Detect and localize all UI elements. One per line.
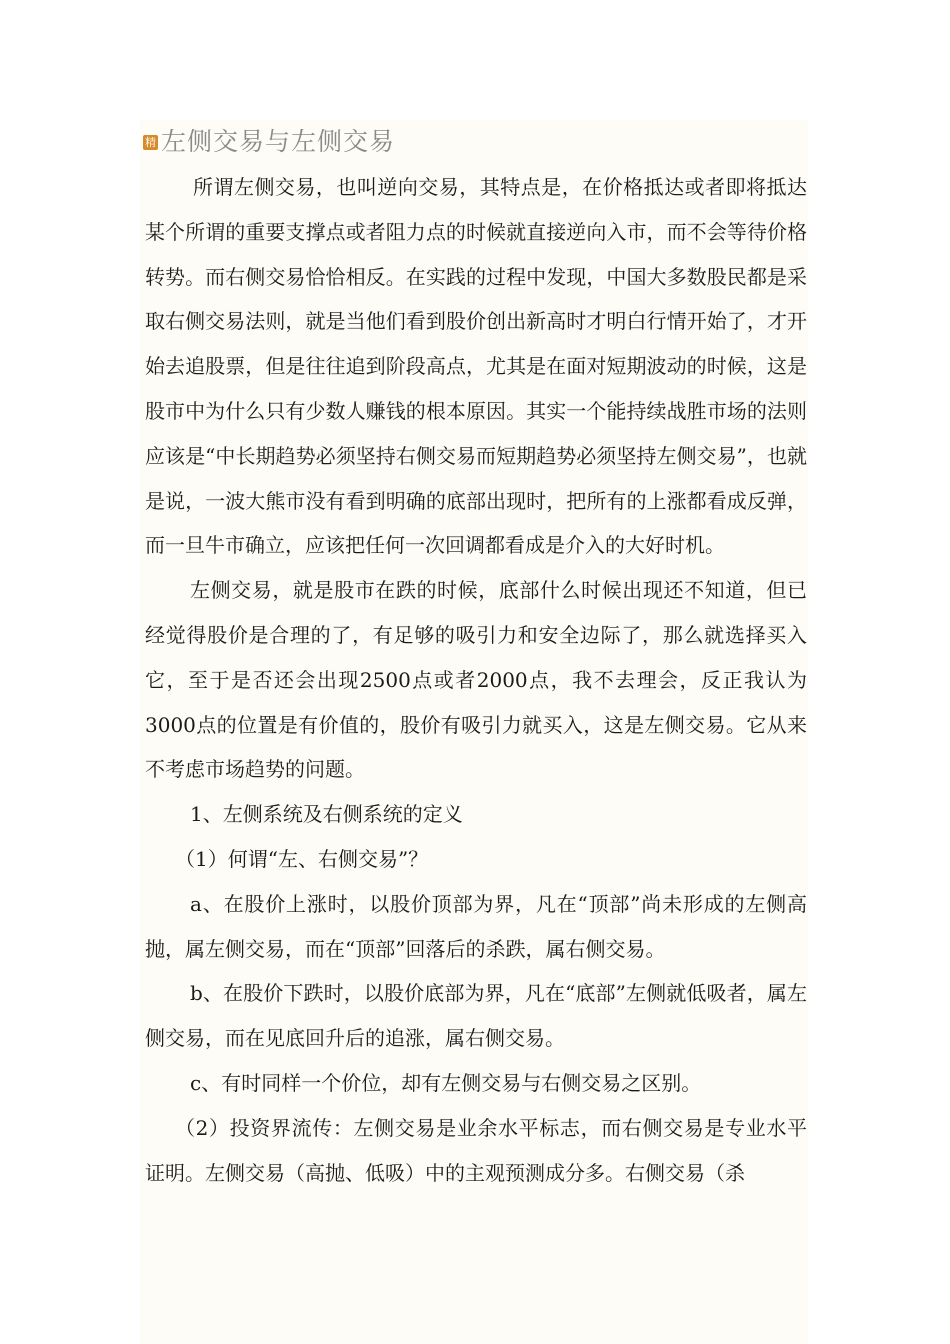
title-row	[143, 120, 395, 160]
paragraph-intro: 所谓左侧交易，也叫逆向交易，其特点是，在价格抵达或者即将抵达某个所谓的重要支撑点或者阻力点的时候就直接逆向入市，而不会等待价格转势。而右侧交易恰恰相反。在实践的过程中发现，中国大多数股民都是采取右侧交易法则，就是当他们看到股价创出新高时才明白行情开始了，才开始去追股票，但是往往追到阶段高点，尤其是在面对短期波动的时候，这是股市中为什么只有少数人赚钱的根本原因。其实一个能持续战胜市场的法则应该是“中长期趋势必须坚持右侧交易而短期趋势必须坚持左侧交易”，也就是说，一波大熊市没有看到明确的底部出现时，把所有的上涨都看成反弹，而一旦牛市确立，应该把任何一次回调都看成是介入的大好时机。	[145, 175, 807, 558]
list-item-b: b、在股价下跌时，以股价底部为界，凡在“底部”左侧就低吸者，属左侧交易，而在见底回升后的追涨，属右侧交易。	[145, 981, 807, 1051]
subsection-heading-2: （2）投资界流传：左侧交易是业余水平标志，而右侧交易是专业水平证明。左侧交易（高抛、低吸）中的主观预测成分多。右侧交易（杀	[145, 1115, 807, 1185]
paragraph-left-trade: 左侧交易，就是股市在跌的时候，底部什么时候出现还不知道，但已经觉得股价是合理的了，有足够的吸引力和安全边际了，那么就选择买入它，至于是否还会出现2500点或者2000点，我不去理会，反正我认为3000点的位置是有价值的，股价有吸引力就买入，这是左侧交易。它从来不考虑市场趋势的问题。	[145, 578, 807, 782]
list-item-c: c、有时同样一个价位，却有左侧交易与右侧交易之区别。	[190, 1070, 702, 1095]
list-item-a: a、在股价上涨时，以股价顶部为界，凡在“顶部”尚未形成的左侧高抛，属左侧交易，而在“顶部”回落后的杀跌，属右侧交易。	[145, 891, 807, 961]
section-heading-definition: 1、左侧系统及右侧系统的定义	[190, 802, 463, 827]
featured-badge: 精	[145, 135, 156, 149]
document-body	[145, 165, 807, 1195]
document-title: 左侧交易与左侧交易	[161, 127, 396, 156]
subsection-heading-1: （1）何谓“左、右侧交易”？	[175, 846, 429, 871]
